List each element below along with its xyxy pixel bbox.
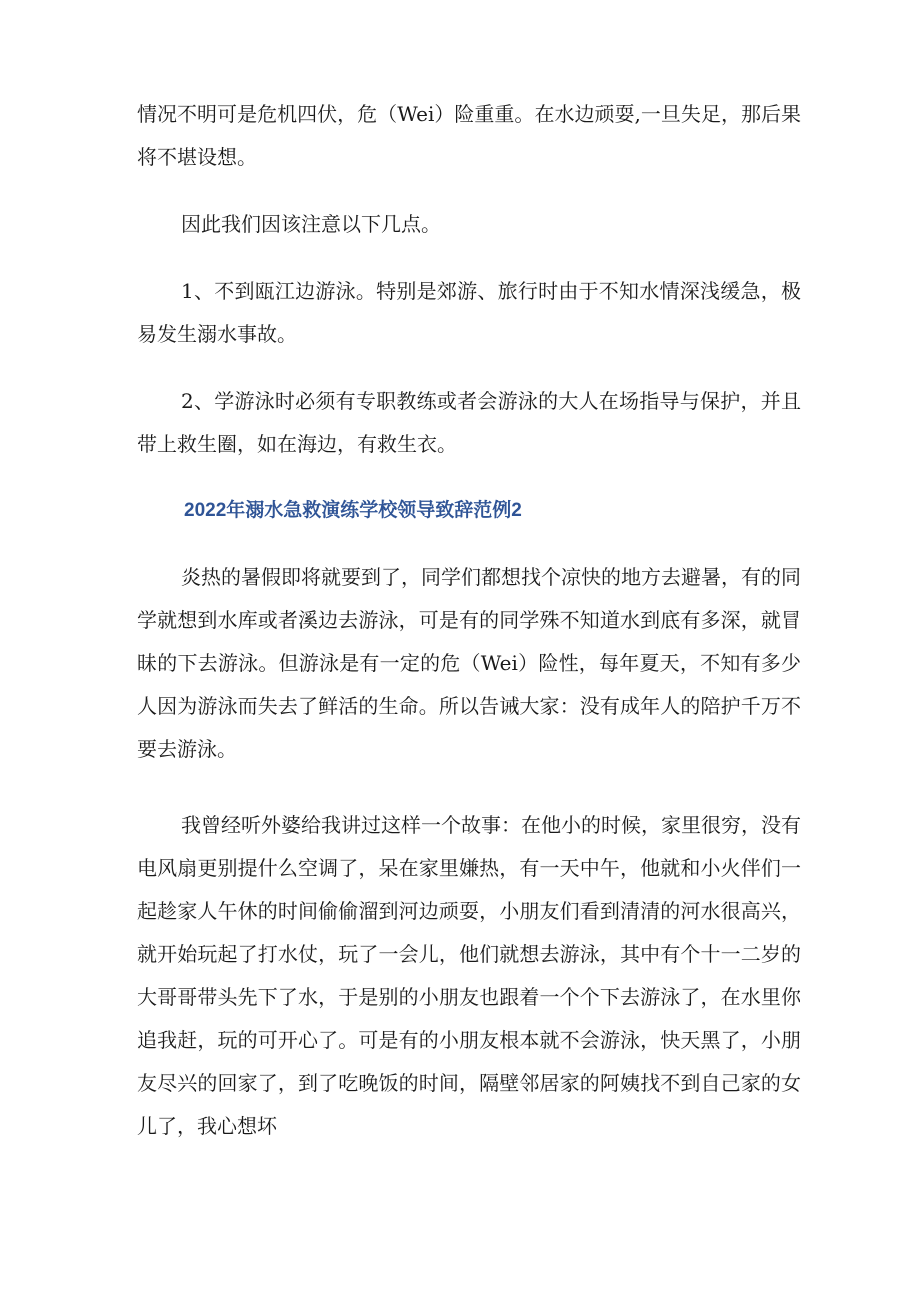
paragraph-points-intro: 因此我们因该注意以下几点。	[181, 212, 441, 236]
paragraph-summer-warning: 炎热的暑假即将就要到了，同学们都想找个凉快的地方去避暑，有的同学就想到水库或者溪边去游泳，可是有的同学殊不知道水到底有多深，就冒昧的下去游泳。但游泳是有一定的危（Wei）险性，每年夏天，不知有多少人因为游泳而失去了鲜活的生命。所以告诫大家：没有成年人的陪护千万不要去游泳。	[137, 565, 801, 761]
document-body	[137, 93, 801, 1148]
paragraph-point-2: 2、学游泳时必须有专职教练或者会游泳的大人在场指导与保护，并且带上救生圈，如在海边，有救生衣。	[137, 389, 801, 456]
paragraph-point-1: 1、不到瓯江边游泳。特别是郊游、旅行时由于不知水情深浅缓急，极易发生溺水事故。	[137, 279, 801, 346]
section-heading: 2022年溺水急救演练学校领导致辞范例2	[184, 500, 522, 521]
paragraph-grandma-story: 我曾经听外婆给我讲过这样一个故事：在他小的时候，家里很穷，没有电风扇更别提什么空调了，呆在家里嫌热，有一天中午，他就和小火伴们一起趁家人午休的时间偷偷溜到河边顽耍，小朋友们看到清清的河水很高兴，就开始玩起了打水仗，玩了一会儿，他们就想去游泳，其中有个十一二岁的大哥哥带头先下了水，于是别的小朋友也跟着一个个下去游泳了，在水里你追我赶，玩的可开心了。可是有的小朋友根本就不会游泳，快天黑了，小朋友尽兴的回家了，到了吃晚饭的时间，隔壁邻居家的阿姨找不到自己家的女儿了，我心想坏	[137, 813, 801, 1138]
paragraph-danger-continuation: 情况不明可是危机四伏，危（Wei）险重重。在水边顽耍,一旦失足，那后果将不堪设想。	[137, 102, 801, 169]
